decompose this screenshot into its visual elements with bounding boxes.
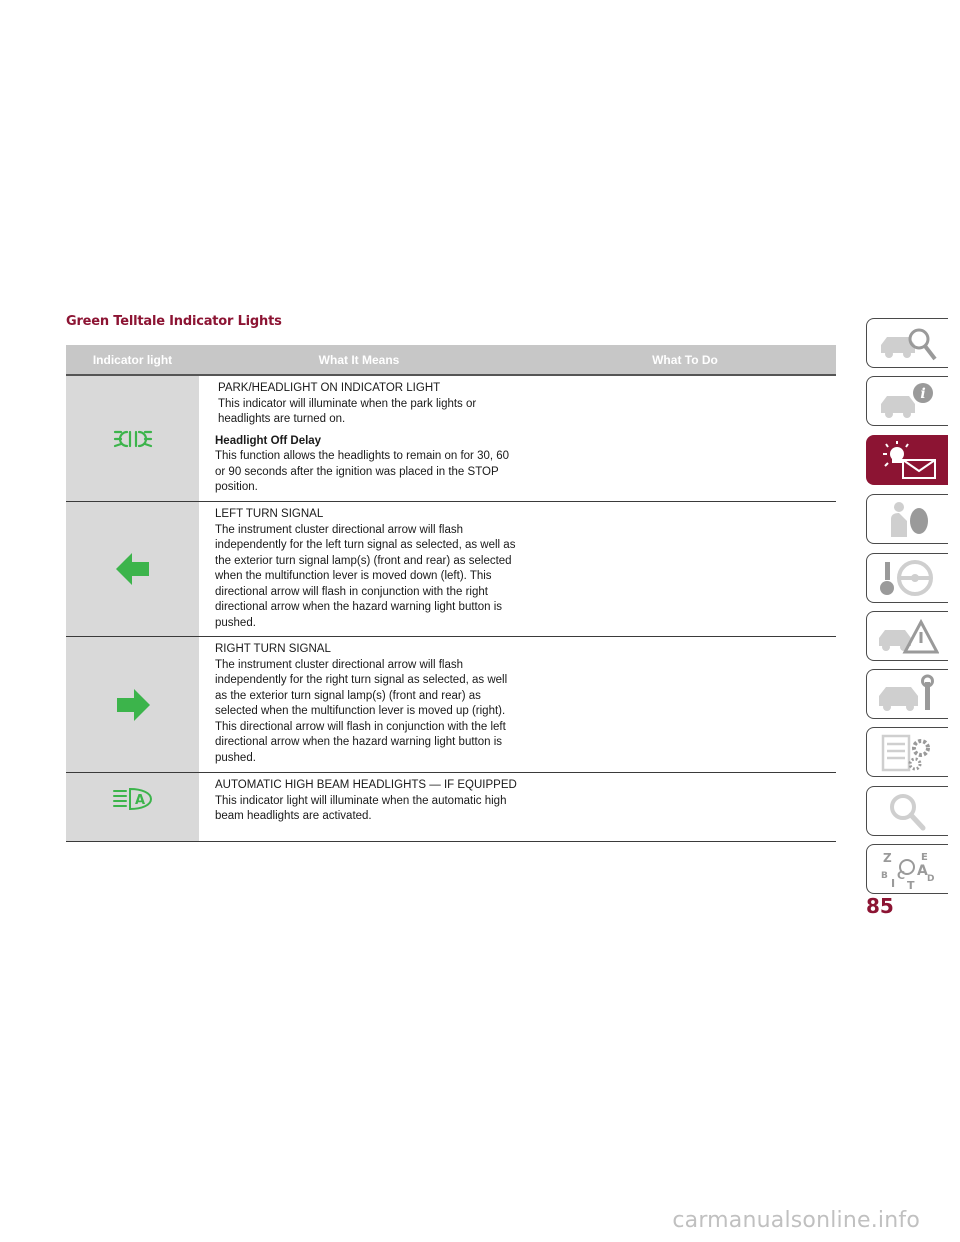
page-number: 85 (866, 894, 894, 918)
table-header (66, 345, 836, 376)
index-letter: D (926, 874, 934, 884)
what-to-do-cell (517, 637, 836, 772)
header-what-to-do: What To Do (652, 352, 718, 367)
index-letter: Z (882, 851, 892, 865)
what-it-means-cell (199, 637, 517, 772)
tab-car-wrench[interactable] (866, 669, 948, 719)
tab-index[interactable] (866, 844, 948, 894)
header-indicator-light: Indicator light (92, 352, 173, 367)
what-it-means-cell (199, 773, 517, 841)
indicator-description: This indicator will illuminate when the park lights or headlights are turned on. (218, 397, 477, 425)
indicator-description: The instrument cluster directional arrow will flash independently for the left turn signal as selected, as well as the exterior turn signal lamp(s) (front and rear) as selected when the multifunction lever is moved down (left). This directional arrow will flash in conjunction with the right directional arrow when the hazard warning light button is pushed. (215, 523, 516, 629)
watermark: carmanualsonline.info (672, 1208, 920, 1233)
indicator-name: PARK/HEADLIGHT ON INDICATOR LIGHT (218, 382, 441, 394)
index-letters-icon (877, 849, 939, 889)
svg-text:i: i (919, 386, 926, 402)
what-it-means-cell (199, 376, 517, 501)
magnifier-icon (877, 791, 939, 831)
index-letter: I (890, 877, 895, 889)
auto-high-beam-icon (112, 787, 154, 811)
tab-list-gear[interactable] (866, 727, 948, 777)
svg-text:A: A (134, 793, 145, 808)
tab-magnifier[interactable] (866, 786, 948, 836)
indicator-table (66, 345, 836, 842)
section-title: Green Telltale Indicator Lights (66, 314, 282, 329)
what-it-means-cell (199, 502, 517, 636)
what-to-do-cell (517, 376, 836, 501)
steering-key-icon (877, 558, 939, 598)
left-turn-arrow-icon (115, 551, 151, 587)
table-row (66, 502, 836, 637)
indicator-name: AUTOMATIC HIGH BEAM HEADLIGHTS — IF EQUIPPED (215, 779, 517, 791)
car-search-icon (877, 323, 939, 363)
index-letter: T (906, 879, 915, 889)
park-headlight-icon (113, 426, 153, 452)
indicator-name: RIGHT TURN SIGNAL (215, 643, 331, 655)
table-row (66, 376, 836, 502)
subsection-title: Headlight Off Delay (215, 434, 322, 447)
tab-light-message[interactable] (866, 435, 948, 485)
light-message-icon (877, 440, 939, 480)
tab-seat-airbag[interactable] (866, 494, 948, 544)
table-row (66, 773, 836, 842)
indicator-icon-cell (66, 376, 199, 501)
tab-steering-key[interactable] (866, 553, 948, 603)
list-gear-icon (877, 732, 939, 772)
index-letter: C (896, 869, 905, 882)
tab-car-search[interactable] (866, 318, 948, 368)
indicator-icon-cell (66, 637, 199, 772)
what-to-do-cell (517, 502, 836, 636)
tab-car-info[interactable] (866, 376, 948, 426)
index-letter: E (920, 852, 928, 863)
indicator-description: The instrument cluster directional arrow will flash independently for the right turn signal as selected, as well as the exterior turn signal lamp(s) (front and rear) as selected when the multifunction lever is moved up (right). This directional arrow will flash in conjunction with the left directional arrow when the hazard warning light button is pushed. (215, 658, 508, 764)
subsection-description: This function allows the headlights to remain on for 30, 60 or 90 seconds after the ignition was placed in the STOP position. (215, 450, 510, 493)
index-letter: B (880, 871, 888, 881)
indicator-icon-cell (66, 502, 199, 636)
car-warning-icon (877, 616, 939, 656)
what-to-do-cell (517, 773, 836, 841)
car-info-icon (877, 381, 939, 421)
right-turn-arrow-icon (115, 687, 151, 723)
header-what-it-means: What It Means (318, 352, 400, 367)
indicator-name: LEFT TURN SIGNAL (215, 508, 324, 520)
seat-airbag-icon (877, 499, 939, 539)
index-letter: A (916, 863, 928, 879)
car-wrench-icon (877, 674, 939, 714)
indicator-icon-cell (66, 773, 199, 841)
table-row (66, 637, 836, 773)
tab-car-warning[interactable] (866, 611, 948, 661)
indicator-description: This indicator light will illuminate when the automatic high beam headlights are activated. (215, 794, 507, 822)
